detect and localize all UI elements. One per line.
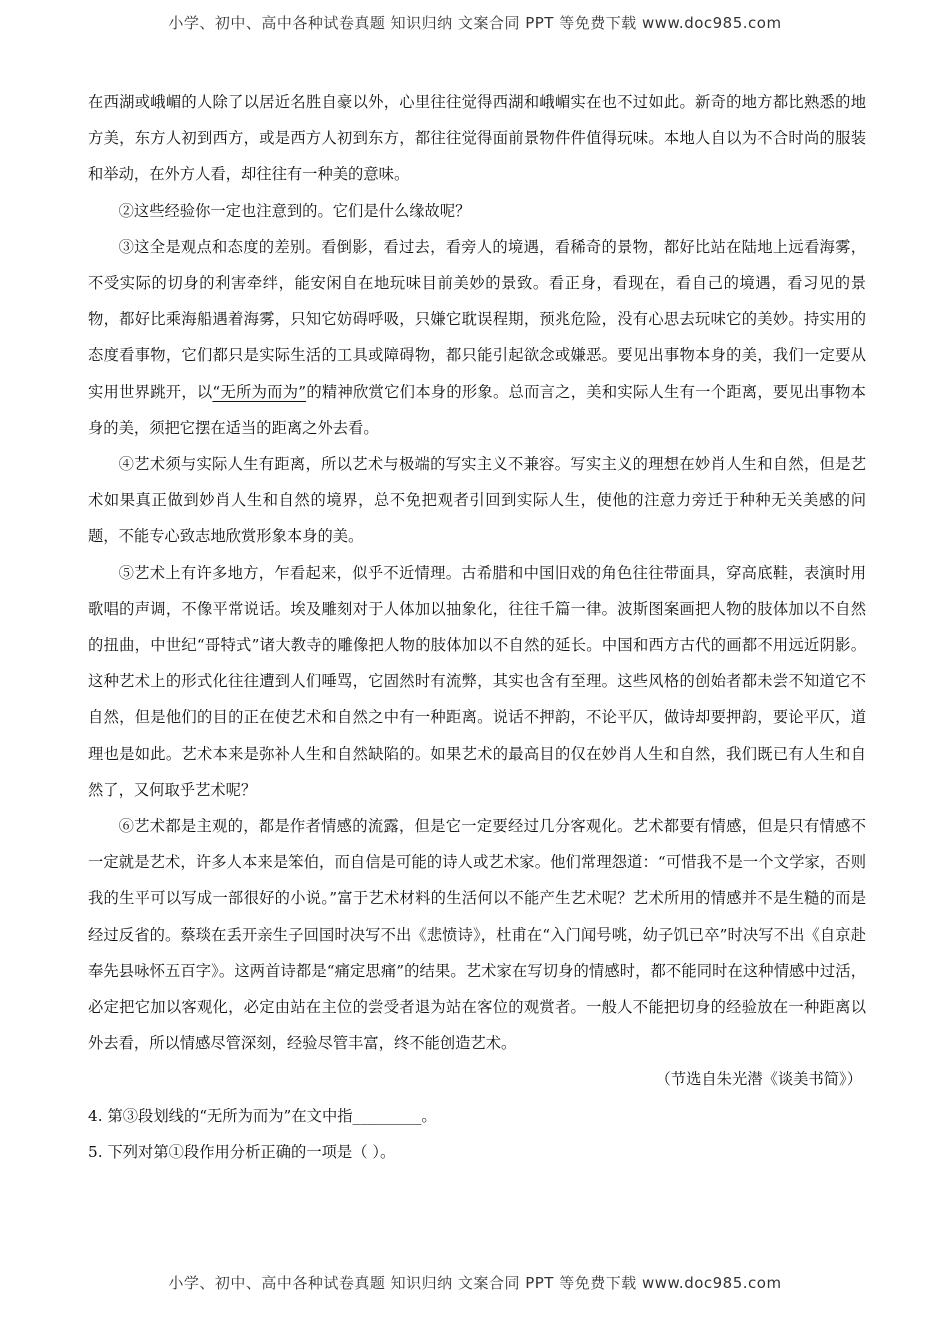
paragraph-1: 在西湖或峨嵋的人除了以居近名胜自豪以外，心里往往觉得西湖和峨嵋实在也不过如此。新奇的地方都比熟悉的地方美，东方人初到西方，或是西方人初到东方，都往往觉得面前景物件件值得玩味。本地人自以为不合时尚的服装和举动，在外方人看，却往往有一种美的意味。 <box>88 93 866 184</box>
page-footer: 小学、初中、高中各种试卷真题 知识归纳 文案合同 PPT 等免费下载 www.doc985.com <box>168 1274 782 1292</box>
paragraph-4: ④艺术须与实际人生有距离，所以艺术与极端的写实主义不兼容。写实主义的理想在妙肖人生和自然，但是艺术如果真正做到妙肖人生和自然的境界，总不免把观者引回到实际人生，使他的注意力旁迁于种种无关美感的问题，不能专心致志地欣赏形象本身的美。 <box>88 455 866 546</box>
source-citation: （节选自朱光潜《谈美书简》） <box>655 1070 862 1089</box>
question-5: 5. 下列对第①段作用分析正确的一项是（ ）。 <box>88 1142 396 1161</box>
paragraph-3 <box>88 229 866 446</box>
paragraph-3-text-a: ③这全是观点和态度的差别。看倒影，看过去，看旁人的境遇，看稀奇的景物，都好比站在陆地上远看海雾，不受实际的切身的利害牵绊，能安闲自在地玩味目前美妙的景致。看正身，看现在，看自己的境遇，看习见的景物，都好比乘海船遇着海雾，只知它妨碍呼吸，只嫌它耽误程期，预兆危险，没有心思去玩味它的美妙。持实用的态度看事物，它们都只是实际生活的工具或障碍物，都只能引起欲念或嫌恶。要见出事物本身的美，我们一定要从实用世界跳开，以 <box>88 237 866 401</box>
page-header: 小学、初中、高中各种试卷真题 知识归纳 文案合同 PPT 等免费下载 www.doc985.com <box>168 14 782 32</box>
passage <box>88 84 866 1170</box>
paragraph-3-text-b: 的精神欣赏它们本身的形象。总而言之，美和实际人生有一个距离，要见出事物本身的美，须把它摆在适当的距离之外去看。 <box>88 382 866 437</box>
underlined-phrase: “无所为而为” <box>212 382 307 401</box>
paragraph-2: ②这些经验你一定也注意到的。它们是什么缘故呢？ <box>118 201 471 220</box>
paragraph-6: ⑥艺术都是主观的，都是作者情感的流露，但是它一定要经过几分客观化。艺术都要有情感，但是只有情感不一定就是艺术，许多人本来是笨伯，而自信是可能的诗人或艺术家。他们常理怨道：“可惜我不是一个文学家，否则我的生平可以写成一部很好的小说。”富于艺术材料的生活何以不能产生艺术呢？艺术所用的情感并不是生糙的而是经过反省的。蔡琰在丢开亲生子回国时决写不出《悲愤诗》，杜甫在“入门闻号咷，幼子饥已卒”时决写不出《自京赴奉先县咏怀五百字》。这两首诗都是“痛定思痛”的结果。艺术家在写切身的情感时，都不能同时在这种情感中过活，必定把它加以客观化，必定由站在主位的尝受者退为站在客位的观赏者。一般人不能把切身的经验放在一种距离以外去看，所以情感尽管深刻，经验尽管丰富，终不能创造艺术。 <box>88 817 866 1053</box>
paragraph-5: ⑤艺术上有许多地方，乍看起来，似乎不近情理。古希腊和中国旧戏的角色往往带面具，穿高底鞋，表演时用歌唱的声调，不像平常说话。埃及雕刻对于人体加以抽象化，往往千篇一律。波斯图案画把人物的肢体加以不自然的扭曲，中世纪“哥特式”诸大教寺的雕像把人物的肢体加以不自然的延长。中国和西方古代的画都不用远近阴影。这种艺术上的形式化往往遭到人们唾骂，它固然时有流弊，其实也含有至理。这些风格的创始者都未尝不知道它不自然，但是他们的目的正在使艺术和自然之中有一种距离。说话不押韵，不论平仄，做诗却要押韵，要论平仄，道理也是如此。艺术本来是弥补人生和自然缺陷的。如果艺术的最高目的仅在妙肖人生和自然，我们既已有人生和自然了，又何取乎艺术呢？ <box>88 563 866 799</box>
question-4: 4. 第③段划线的“无所为而为”在文中指_________。 <box>88 1106 437 1125</box>
